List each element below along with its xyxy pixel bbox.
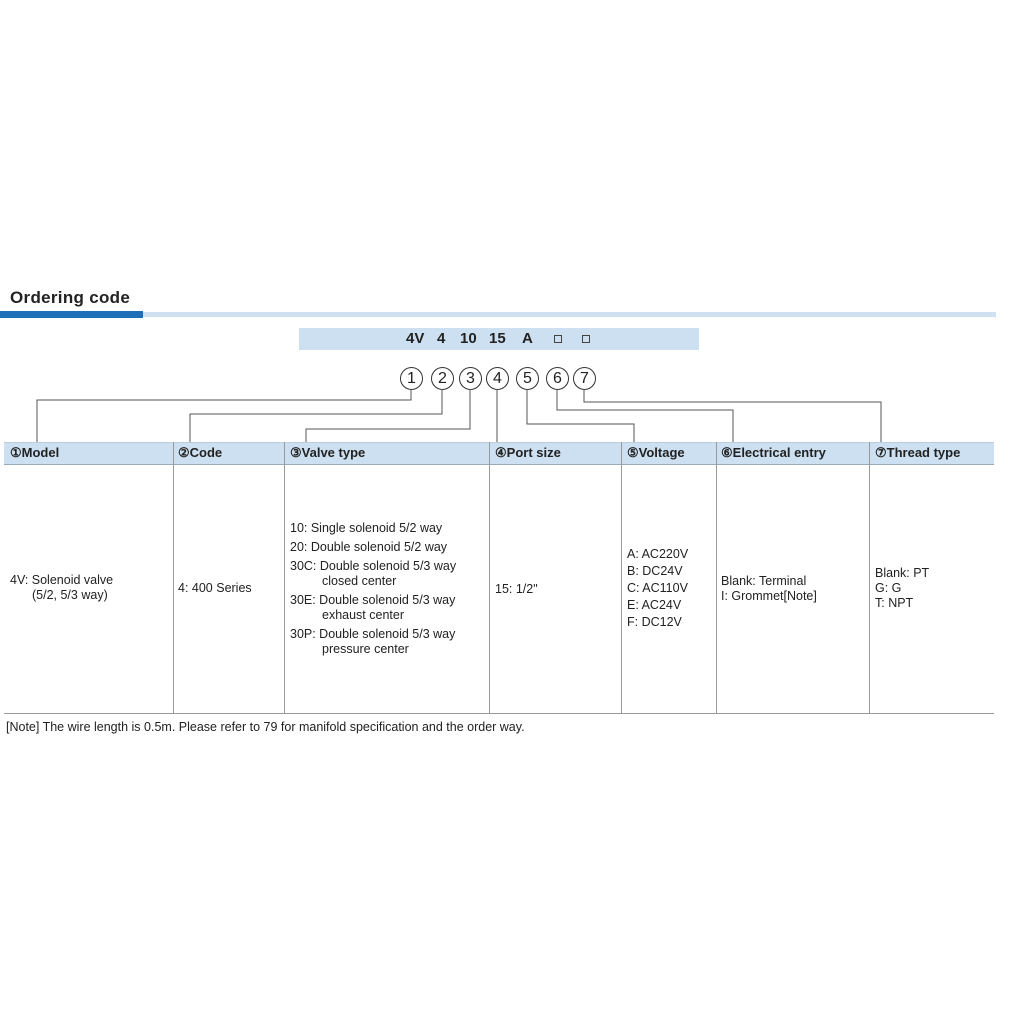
valve-type-line: 10: Single solenoid 5/2 way	[290, 521, 443, 535]
voltage-line: F: DC12V	[627, 615, 682, 629]
section-title: Ordering code	[10, 288, 131, 307]
header-code: ②Code	[178, 445, 223, 460]
column-divider	[869, 442, 870, 714]
electrical-entry-cell	[721, 574, 817, 604]
header-model: ①Model	[10, 445, 60, 460]
valve-type-line: 30E: Double solenoid 5/3 way	[290, 593, 456, 607]
valve-type-line: closed center	[322, 574, 397, 588]
code-part-voltage: A	[522, 330, 533, 347]
column-divider	[716, 442, 717, 714]
footnote: [Note] The wire length is 0.5m. Please refer to 79 for manifold specification and the order way.	[6, 720, 525, 734]
code-cell	[178, 581, 252, 596]
model-line: (5/2, 5/3 way)	[32, 588, 108, 602]
voltage-line: B: DC24V	[627, 564, 683, 578]
column-divider	[489, 442, 490, 714]
connector-line-3	[306, 389, 470, 442]
voltage-line: A: AC220V	[627, 547, 689, 561]
code-part-code: 4	[437, 330, 446, 347]
header-thread-type: ⑦Thread type	[875, 445, 961, 460]
valve-type-line: 20: Double solenoid 5/2 way	[290, 540, 448, 554]
column-divider	[173, 442, 174, 714]
column-divider	[621, 442, 622, 714]
valve-type-line: exhaust center	[322, 608, 404, 622]
index-circle-3: 3	[459, 367, 482, 390]
code-part-port-size: 15	[489, 330, 506, 347]
voltage-cell	[627, 546, 688, 631]
thread-type-line: Blank: PT	[875, 566, 930, 580]
connector-line-6	[557, 389, 733, 442]
index-circle-7: 7	[573, 367, 596, 390]
thread-type-cell	[875, 566, 929, 611]
valve-type-cell	[290, 521, 456, 657]
column-divider	[284, 442, 285, 714]
thread-type-line: T: NPT	[875, 596, 914, 610]
port-size-cell	[495, 582, 538, 597]
index-circle-1: 1	[400, 367, 423, 390]
valve-type-line: 30C: Double solenoid 5/3 way	[290, 559, 457, 573]
connector-line-2	[190, 389, 442, 442]
valve-type-line: 30P: Double solenoid 5/3 way	[290, 627, 456, 641]
voltage-line: C: AC110V	[627, 581, 688, 595]
index-circle-5: 5	[516, 367, 539, 390]
thread-type-line: G: G	[875, 581, 902, 595]
header-voltage: ⑤Voltage	[627, 445, 685, 460]
connector-line-1	[37, 389, 411, 442]
model-line: 4V: Solenoid valve	[10, 573, 114, 587]
header-electrical-entry: ⑥Electrical entry	[721, 445, 826, 460]
header-port-size: ④Port size	[495, 445, 561, 460]
index-circle-6: 6	[546, 367, 569, 390]
connector-line-5	[527, 389, 634, 442]
header-valve-type: ③Valve type	[290, 445, 366, 460]
electrical-entry-line: Blank: Terminal	[721, 574, 807, 588]
voltage-line: E: AC24V	[627, 598, 682, 612]
code-part-model: 4V	[406, 330, 425, 347]
model-cell	[10, 573, 113, 603]
valve-type-line: pressure center	[322, 642, 409, 656]
code-part-valve-type: 10	[460, 330, 477, 347]
table-bottom-border	[4, 713, 994, 714]
electrical-entry-line: I: Grommet[Note]	[721, 589, 817, 603]
code-line: 4: 400 Series	[178, 581, 252, 595]
index-circle-4: 4	[486, 367, 509, 390]
index-circle-2: 2	[431, 367, 454, 390]
port-size-line: 15: 1/2"	[495, 582, 538, 596]
